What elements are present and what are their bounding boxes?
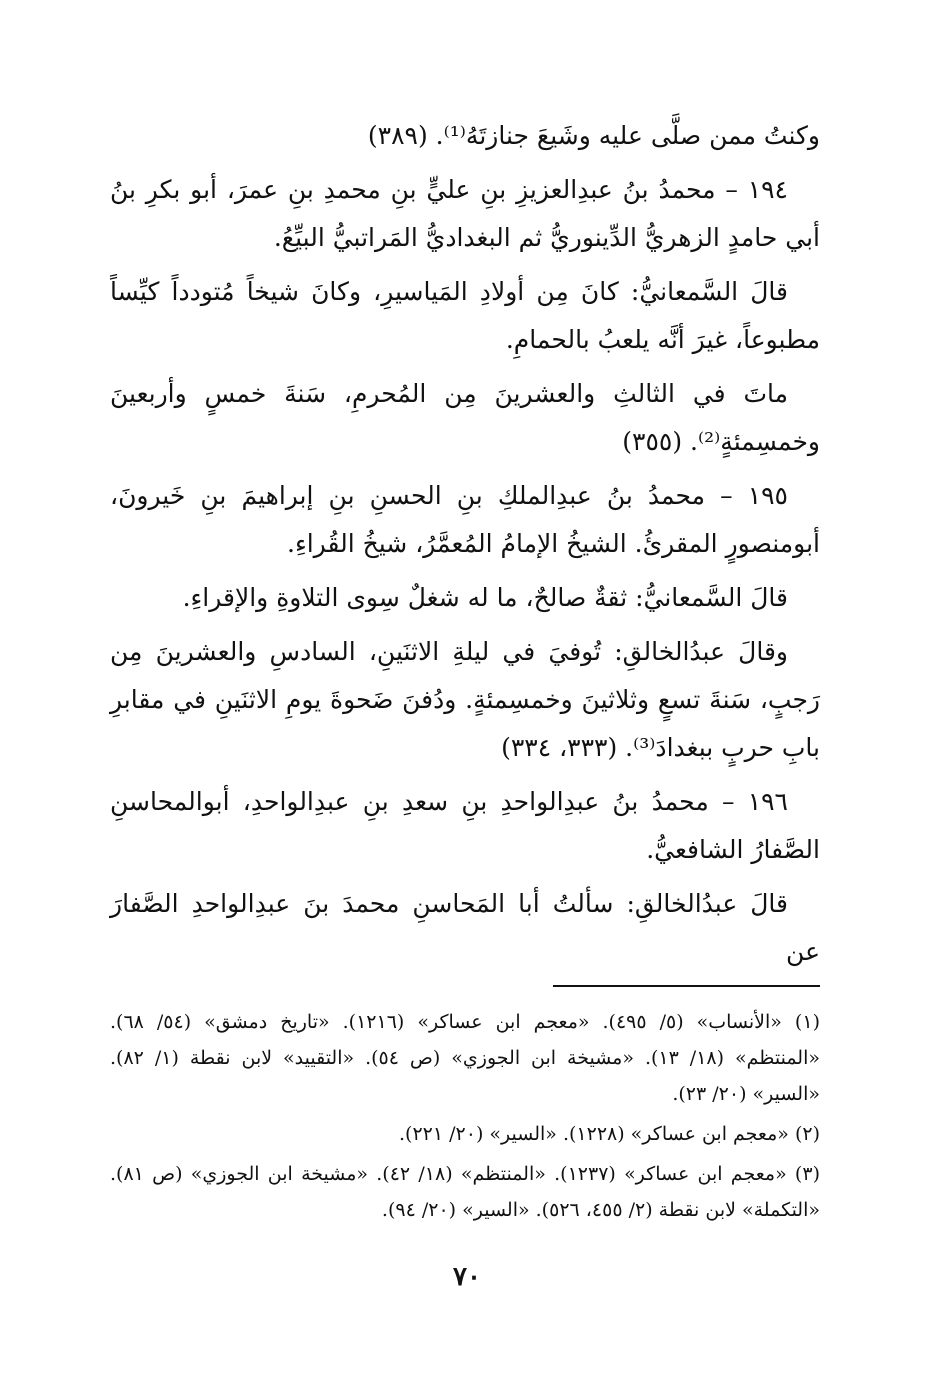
entry-195-heading: ١٩٥ – محمدُ بنُ عبدِالملكِ بنِ الحسنِ بنِ إبراهيمَ بنِ خَيرونَ، أبومنصورٍ المقرئُ. الشيخُ الإمامُ المُعمَّرُ، شيخُ القُراءِ. (110, 481, 820, 558)
entry-196-abdulkhaliq-quote: قالَ عبدُالخالقِ: سألتُ أبا المَحاسنِ محمدَ بنَ عبدِالواحدِ الصَّفارَ عن (110, 889, 820, 966)
entry-194-heading: ١٩٤ – محمدُ بنُ عبدِالعزيزِ بنِ عليٍّ بنِ محمدِ بنِ عمرَ، أبو بكرِ بنُ أبي حامدٍ الزهريُّ الدِّينوريُّ ثم البغداديُّ المَراتبيُّ البيِّعُ. (110, 175, 820, 252)
entry-195-samani-quote: قالَ السَّمعانيُّ: ثقةٌ صالحٌ، ما له شغلٌ سِوى التلاوةِ والإقراءِ. (182, 583, 788, 612)
page-number: ٧٠ (453, 1262, 481, 1292)
entry-194-death: ماتَ في الثالثِ والعشرينَ مِن المُحرمِ، سَنةَ خمسٍ وأربعينَ وخمسِمئةٍ⁽²⁾. (٣٥٥) (110, 379, 820, 456)
footnote-3: (٣) «معجم ابن عساكر» (١٢٣٧). «المنتظم» (١٨/ ٤٢). «مشيخة ابن الجوزي» (ص ٨١). «التكملة» لابن نقطة (٢/ ٤٥٥، ٥٢٦). «السير» (٢٠/ ٩٤). (110, 1163, 820, 1221)
entry-195-abdulkhaliq-quote: وقالَ عبدُالخالقِ: تُوفيَ في ليلةِ الاثنَينِ، السادسِ والعشرينَ مِن رَجبٍ، سَنةَ تسعٍ وثلاثينَ وخمسِمئةٍ. ودُفنَ ضَحوةَ يومِ الاثنَينِ في مقابرِ بابِ حربٍ ببغدادَ⁽³⁾. (٣٣٣، ٣٣٤) (110, 637, 820, 762)
entry-196-heading: ١٩٦ – محمدُ بنُ عبدِالواحدِ بنِ سعدِ بنِ عبدِالواحدِ، أبوالمحاسنِ الصَّفارُ الشافعيُّ. (110, 787, 820, 864)
entry-194-samani-quote: قالَ السَّمعانيُّ: كانَ مِن أولادِ المَياسيرِ، وكانَ شيخاً مُتودداً كيِّساً مطبوعاً، غيرَ أنَّه يلعبُ بالحمامِ. (110, 277, 820, 354)
main-text (110, 112, 820, 982)
footnote-2: (٢) «معجم ابن عساكر» (١٢٢٨). «السير» (٢٠/ ٢٢١). (399, 1123, 820, 1145)
footnote-divider (553, 985, 820, 987)
paragraph-continuation: وكنتُ ممن صلَّى عليه وشَيعَ جنازتَهُ⁽¹⁾. (٣٨٩) (367, 121, 820, 150)
footnote-1: (١) «الأنساب» (٥/ ٤٩٥). «معجم ابن عساكر» (١٢١٦). «تاريخ دمشق» (٥٤/ ٦٨). «المنتظم» (١٨/ ١٣). «مشيخة ابن الجوزي» (ص ٥٤). «التقييد» لابن نقطة (١/ ٨٢). «السير» (٢٠/ ٢٣). (110, 1011, 820, 1105)
footnotes (110, 1004, 820, 1232)
